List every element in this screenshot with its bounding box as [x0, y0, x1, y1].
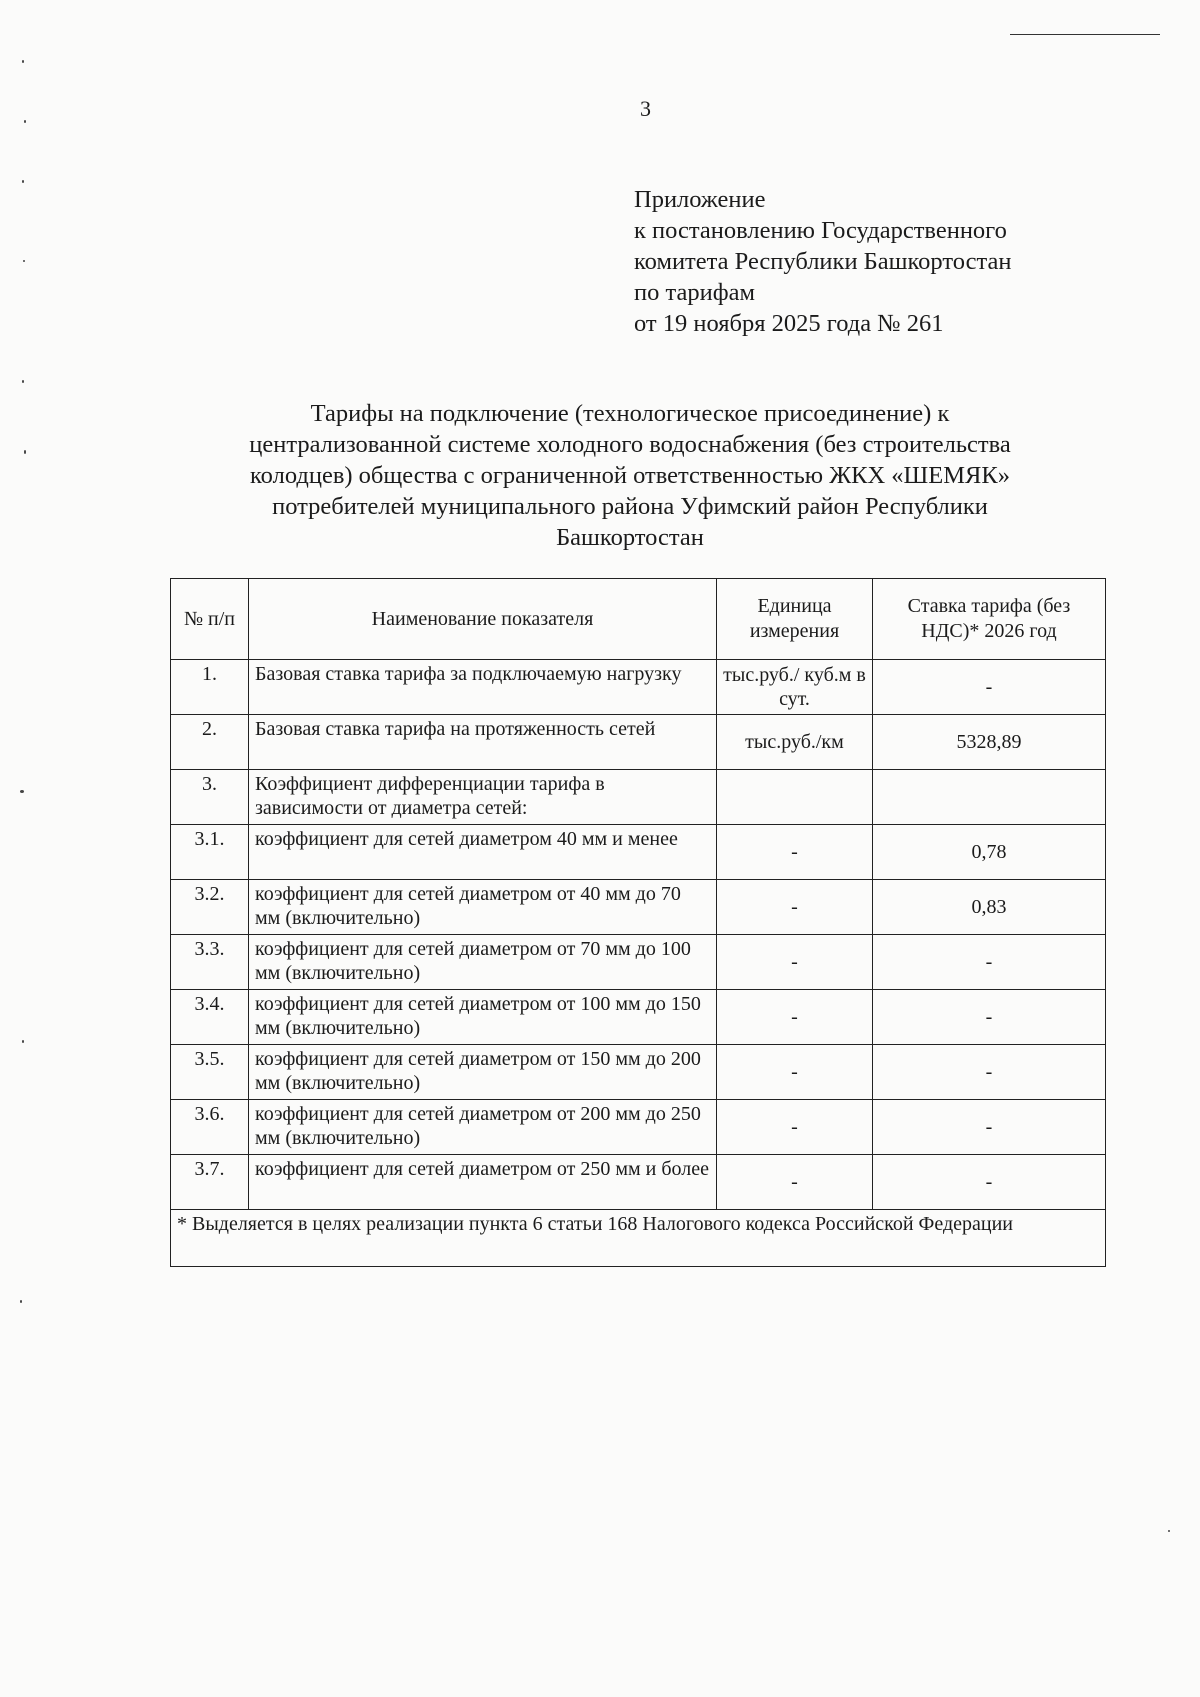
scan-speck	[22, 60, 24, 63]
row-num: 2.	[171, 715, 249, 770]
title-line: колодцев) общества с ограниченной ответственностью ЖКХ «ШЕМЯК»	[250, 462, 1010, 489]
scan-speck	[22, 180, 24, 183]
table-row	[171, 990, 1106, 1045]
title-line: централизованной системе холодного водоснабжения (без строительства	[249, 431, 1011, 458]
row-name: коэффициент для сетей диаметром 40 мм и менее	[249, 825, 717, 880]
table-row	[171, 880, 1106, 935]
footnote: * Выделяется в целях реализации пункта 6 статьи 168 Налогового кодекса Российской Федерации	[171, 1210, 1106, 1267]
row-name: коэффициент для сетей диаметром от 200 мм до 250 мм (включительно)	[249, 1100, 717, 1155]
table-row	[171, 1045, 1106, 1100]
scan-speck	[20, 790, 24, 793]
row-num: 1.	[171, 660, 249, 715]
scan-speck	[22, 380, 24, 383]
row-num: 3.7.	[171, 1155, 249, 1210]
row-rate: -	[873, 1045, 1106, 1100]
table-header-row	[171, 579, 1106, 660]
row-rate: 0,78	[873, 825, 1106, 880]
row-unit: -	[717, 935, 873, 990]
row-num: 3.3.	[171, 935, 249, 990]
tariff-table	[170, 578, 1106, 1267]
row-unit: тыс.руб./ куб.м в сут.	[717, 660, 873, 715]
row-num: 3.5.	[171, 1045, 249, 1100]
document-title	[165, 398, 1095, 553]
scan-speck	[22, 1040, 24, 1043]
row-num: 3.4.	[171, 990, 249, 1045]
row-rate: -	[873, 1100, 1106, 1155]
table-row	[171, 825, 1106, 880]
row-name: Базовая ставка тарифа на протяженность сетей	[249, 715, 717, 770]
row-rate: -	[873, 660, 1106, 715]
row-unit: -	[717, 1155, 873, 1210]
title-line: потребителей муниципального района Уфимский район Республики	[272, 493, 988, 520]
title-line: Тарифы на подключение (технологическое присоединение) к	[310, 400, 950, 427]
table-row	[171, 660, 1106, 715]
appendix-block	[634, 184, 1011, 339]
row-unit: тыс.руб./км	[717, 715, 873, 770]
row-name: коэффициент для сетей диаметром от 70 мм до 100 мм (включительно)	[249, 935, 717, 990]
table-row	[171, 1155, 1106, 1210]
appendix-line: по тарифам	[634, 279, 755, 306]
table-body	[171, 660, 1106, 1210]
row-num: 3.1.	[171, 825, 249, 880]
top-right-rule	[1010, 34, 1160, 35]
row-num: 3.6.	[171, 1100, 249, 1155]
header-name: Наименование показателя	[249, 579, 717, 660]
header-rate: Ставка тарифа (без НДС)* 2026 год	[873, 579, 1106, 660]
row-num: 3.2.	[171, 880, 249, 935]
appendix-line: от 19 ноября 2025 года № 261	[634, 310, 944, 337]
row-rate: -	[873, 990, 1106, 1045]
table-row	[171, 1100, 1106, 1155]
row-unit	[717, 770, 873, 825]
table-row	[171, 935, 1106, 990]
scan-speck	[23, 260, 25, 262]
scan-speck	[1168, 1530, 1170, 1532]
row-rate: 5328,89	[873, 715, 1106, 770]
scan-speck	[24, 450, 26, 454]
appendix-line: комитета Республики Башкортостан	[634, 248, 1012, 275]
table-row	[171, 770, 1106, 825]
row-unit: -	[717, 825, 873, 880]
scan-speck	[24, 120, 26, 123]
scan-speck	[20, 1300, 22, 1303]
table-row	[171, 715, 1106, 770]
row-name: коэффициент для сетей диаметром от 100 мм до 150 мм (включительно)	[249, 990, 717, 1045]
row-name: коэффициент для сетей диаметром от 150 мм до 200 мм (включительно)	[249, 1045, 717, 1100]
header-unit: Единица измерения	[717, 579, 873, 660]
row-rate	[873, 770, 1106, 825]
row-unit: -	[717, 1100, 873, 1155]
row-rate: -	[873, 935, 1106, 990]
title-line: Башкортостан	[556, 524, 704, 551]
appendix-line: к постановлению Государственного	[634, 217, 1007, 244]
row-rate: -	[873, 1155, 1106, 1210]
row-num: 3.	[171, 770, 249, 825]
appendix-line: Приложение	[634, 186, 766, 213]
row-unit: -	[717, 880, 873, 935]
page-number: 3	[640, 96, 651, 121]
row-name: коэффициент для сетей диаметром от 40 мм до 70 мм (включительно)	[249, 880, 717, 935]
header-num: № п/п	[171, 579, 249, 660]
footnote-row	[171, 1210, 1106, 1267]
row-rate: 0,83	[873, 880, 1106, 935]
row-name: Базовая ставка тарифа за подключаемую нагрузку	[249, 660, 717, 715]
row-unit: -	[717, 990, 873, 1045]
row-name: Коэффициент дифференциации тарифа в зависимости от диаметра сетей:	[249, 770, 717, 825]
row-name: коэффициент для сетей диаметром от 250 мм и более	[249, 1155, 717, 1210]
row-unit: -	[717, 1045, 873, 1100]
